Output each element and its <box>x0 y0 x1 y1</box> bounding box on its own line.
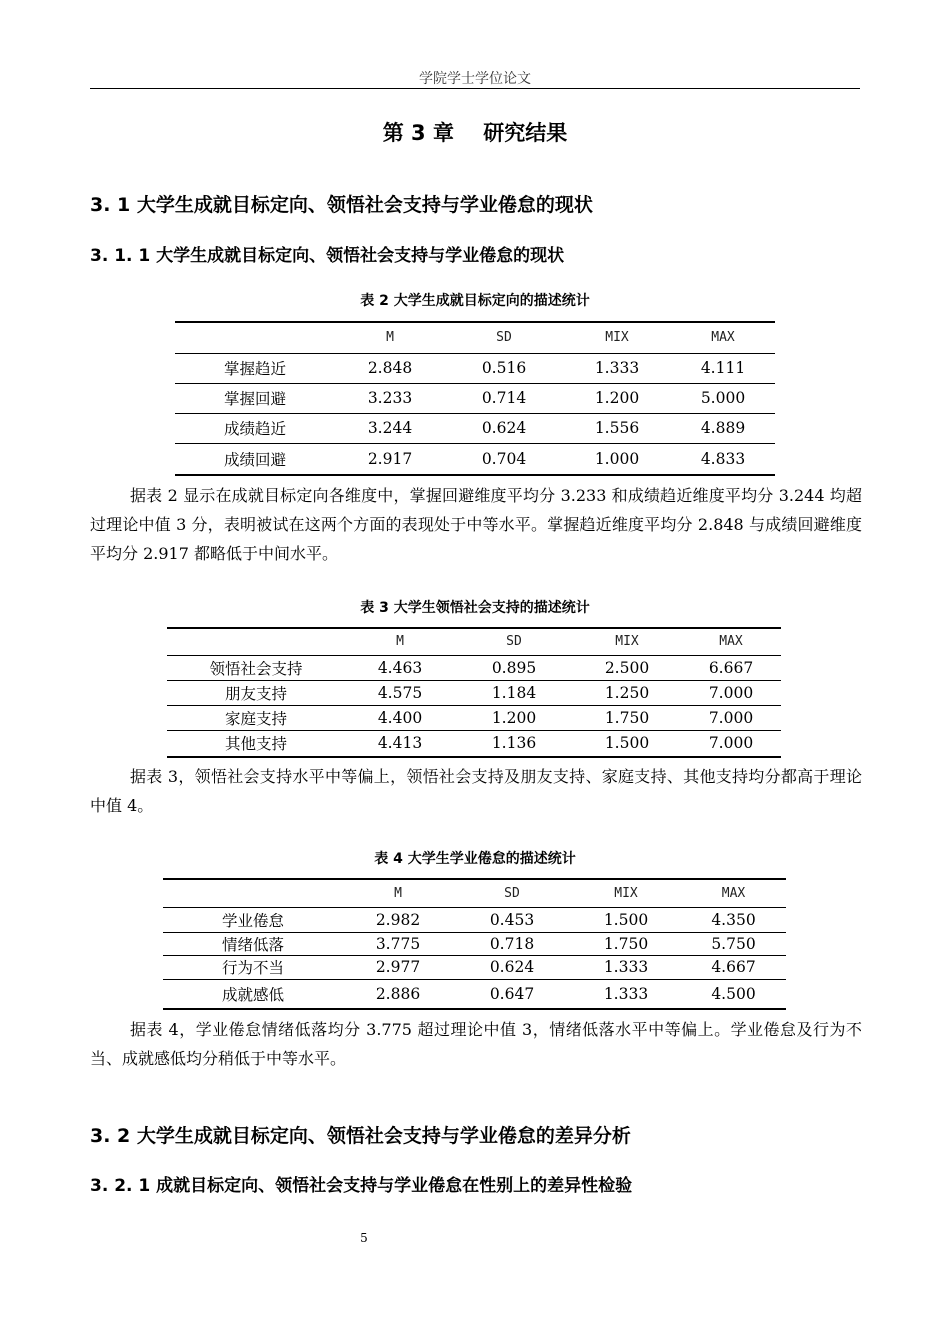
column-header: SD <box>504 885 520 901</box>
table-row <box>175 413 775 443</box>
column-header: MAX <box>721 885 746 901</box>
table-cell: 0.624 <box>489 958 535 976</box>
table-cell: 4.500 <box>711 984 756 1003</box>
table-row <box>175 353 775 383</box>
table-row <box>163 907 786 932</box>
paragraph-text: 据表 3，领悟社会支持水平中等偏上，领悟社会支持及朋友支持、家庭支持、其他支持均分都高于理论中值 4。 <box>90 767 862 815</box>
column-header: M <box>396 634 404 650</box>
table-cell: 2.848 <box>367 359 413 377</box>
header-divider <box>90 88 860 89</box>
table-cell: 7.000 <box>708 734 754 753</box>
table-cell: 2.982 <box>375 910 421 929</box>
column-header: M <box>394 885 402 901</box>
column-header <box>175 322 335 353</box>
table-cell: 0.704 <box>481 449 527 468</box>
table-row <box>163 979 786 1009</box>
row-label: 领悟社会支持 <box>209 659 303 678</box>
table-cell: 1.000 <box>594 449 640 468</box>
section-3-1-heading: 3. 1 大学生成就目标定向、领悟社会支持与学业倦怠的现状 <box>90 194 593 216</box>
page-number: 5 <box>360 1231 368 1245</box>
table4 <box>163 878 786 1010</box>
table2 <box>175 321 775 476</box>
chapter-title: 第 3 章 研究结果 <box>382 121 568 145</box>
table-cell: 1.750 <box>603 934 649 953</box>
table-cell: 0.895 <box>491 658 537 677</box>
table-row <box>163 932 786 955</box>
table-cell: 4.667 <box>711 958 756 976</box>
table-cell: 1.250 <box>604 683 650 702</box>
table-cell: 2.977 <box>375 958 421 976</box>
table-cell: 7.000 <box>708 708 754 727</box>
table-cell: 0.453 <box>489 910 535 929</box>
table-header-row <box>167 628 781 655</box>
paragraph-table4-analysis <box>90 1015 862 1073</box>
paragraph-text: 据表 4，学业倦怠情绪低落均分 3.775 超过理论中值 3，情绪低落水平中等偏上。学业倦怠及行为不当、成就感低均分稍低于中等水平。 <box>90 1020 862 1068</box>
paragraph-table2-analysis <box>90 481 862 568</box>
table-cell: 0.718 <box>489 934 535 953</box>
table-cell: 1.500 <box>603 910 649 929</box>
section-3-1-1-heading: 3. 1. 1 大学生成就目标定向、领悟社会支持与学业倦怠的现状 <box>90 246 565 266</box>
table-cell: 5.000 <box>700 389 746 407</box>
table-cell: 6.667 <box>708 658 754 677</box>
table2-caption: 表 2 大学生成就目标定向的描述统计 <box>360 293 590 309</box>
table-cell: 1.556 <box>594 419 640 437</box>
paragraph-table3-analysis <box>90 762 862 820</box>
row-label: 学业倦怠 <box>221 911 284 930</box>
row-label: 其他支持 <box>224 735 287 754</box>
column-header <box>163 879 343 907</box>
table-cell: 2.917 <box>367 449 413 468</box>
table-cell: 0.647 <box>489 984 535 1003</box>
column-header: SD <box>496 330 512 346</box>
table-cell: 1.200 <box>594 389 640 407</box>
table-cell: 1.500 <box>604 734 650 753</box>
table-cell: 1.184 <box>491 683 537 702</box>
table-row <box>167 680 781 705</box>
column-header: MAX <box>719 634 743 650</box>
table-cell: 5.750 <box>711 934 756 953</box>
table-row <box>175 443 775 475</box>
table-row <box>167 655 781 680</box>
table-cell: 2.886 <box>375 984 421 1003</box>
table-cell: 3.775 <box>375 934 421 953</box>
row-label: 行为不当 <box>221 959 284 977</box>
row-label: 成就感低 <box>221 985 284 1004</box>
table-cell: 4.463 <box>377 658 423 677</box>
column-header: SD <box>506 634 522 650</box>
column-header: MIX <box>615 634 639 650</box>
table-cell: 0.714 <box>481 389 527 407</box>
row-label: 家庭支持 <box>224 709 287 728</box>
table-header-row <box>175 322 775 353</box>
table-cell: 4.111 <box>700 359 746 377</box>
table-cell: 1.136 <box>491 734 537 753</box>
page-header-title: 学院学士学位论文 <box>419 71 531 87</box>
table-row <box>175 383 775 413</box>
row-label: 情绪低落 <box>221 935 284 954</box>
column-header: MAX <box>711 330 735 346</box>
column-header <box>167 628 345 655</box>
section-3-2-heading: 3. 2 大学生成就目标定向、领悟社会支持与学业倦怠的差异分析 <box>90 1125 631 1147</box>
column-header: MIX <box>614 885 638 901</box>
column-header: M <box>386 330 394 346</box>
table-cell: 4.833 <box>700 449 746 468</box>
table-cell: 2.500 <box>604 658 650 677</box>
table-cell: 4.400 <box>377 708 423 727</box>
table-cell: 1.333 <box>603 984 649 1003</box>
table-cell: 7.000 <box>708 683 754 702</box>
table-cell: 1.333 <box>603 958 649 976</box>
table-cell: 4.575 <box>377 683 423 702</box>
table-cell: 4.413 <box>377 734 423 753</box>
table-cell: 4.350 <box>711 910 756 929</box>
table-row <box>167 705 781 730</box>
row-label: 掌握回避 <box>223 390 286 408</box>
table-row <box>163 955 786 979</box>
table-cell: 1.200 <box>491 708 537 727</box>
row-label: 成绩回避 <box>223 450 286 469</box>
row-label: 成绩趋近 <box>223 420 286 438</box>
table-cell: 3.233 <box>367 389 413 407</box>
table-cell: 0.624 <box>481 419 527 437</box>
table-row <box>167 730 781 757</box>
table-cell: 3.244 <box>367 419 413 437</box>
table-header-row <box>163 879 786 907</box>
table-cell: 4.889 <box>700 419 746 437</box>
table3-caption: 表 3 大学生领悟社会支持的描述统计 <box>360 600 590 616</box>
row-label: 掌握趋近 <box>223 360 286 378</box>
table4-caption: 表 4 大学生学业倦怠的描述统计 <box>374 851 576 867</box>
table-cell: 0.516 <box>481 359 527 377</box>
paragraph-text: 据表 2 显示在成就目标定向各维度中，掌握回避维度平均分 3.233 和成绩趋近维度平均分 3.244 均超过理论中值 3 分，表明被试在这两个方面的表现处于中等水平。掌握趋近维度平均分 2.848 与成绩回避维度平均分 2.917 都略低于中间水平。 <box>90 486 862 563</box>
column-header: MIX <box>605 330 629 346</box>
section-3-2-1-heading: 3. 2. 1 成就目标定向、领悟社会支持与学业倦怠在性别上的差异性检验 <box>90 1176 633 1196</box>
table3 <box>167 627 781 758</box>
row-label: 朋友支持 <box>224 684 287 703</box>
table-cell: 1.750 <box>604 708 650 727</box>
table-cell: 1.333 <box>594 359 640 377</box>
